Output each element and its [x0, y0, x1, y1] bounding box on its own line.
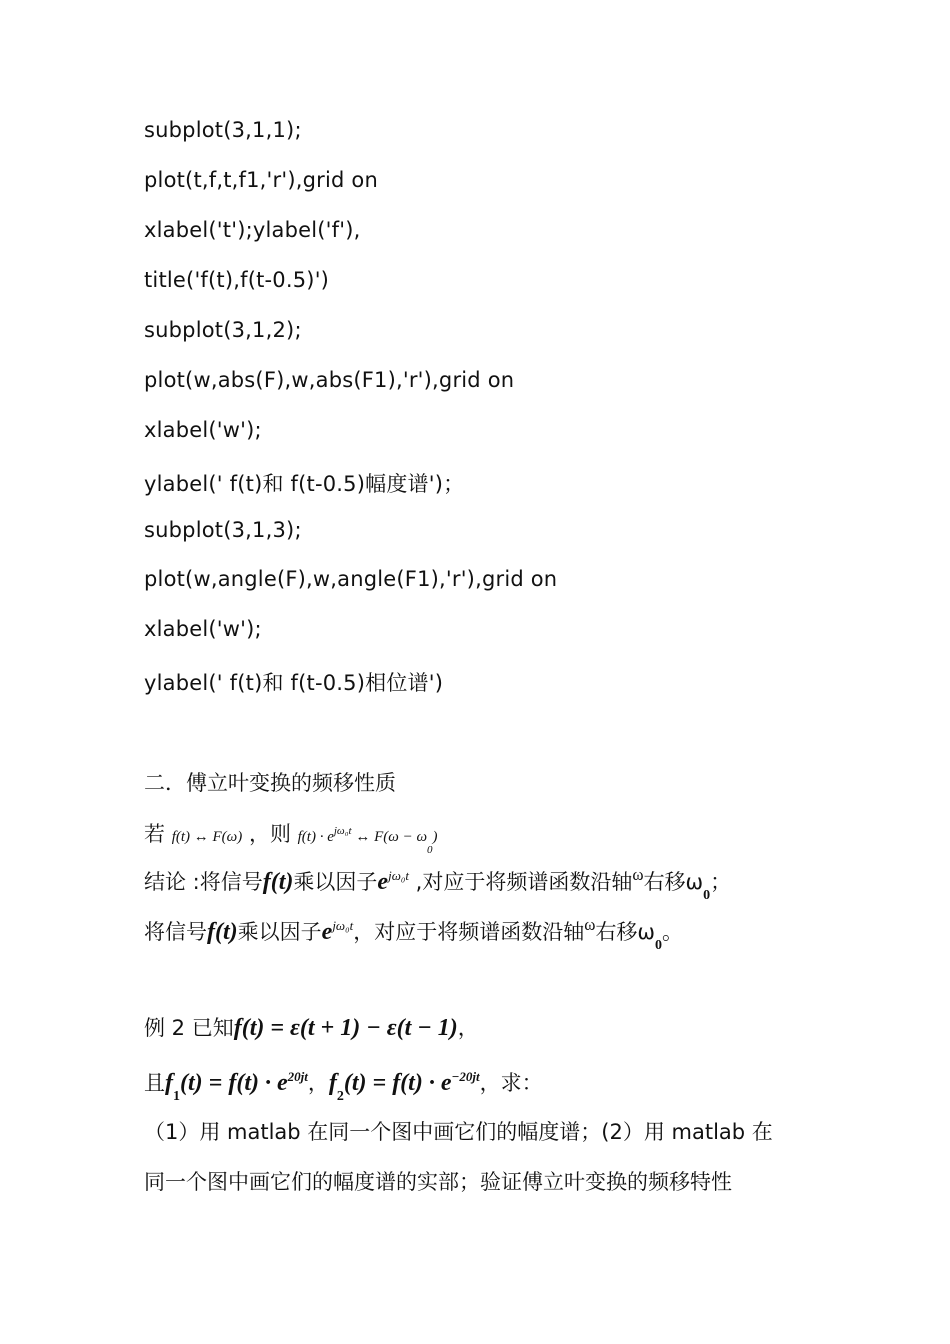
ask-label: ，求：	[479, 1071, 543, 1095]
formula-f2: f	[328, 1070, 337, 1096]
formula-f1-body: (t) = f(t) · e	[180, 1070, 288, 1096]
formula-f-t: f(t)	[262, 869, 294, 895]
task-line-2: 同一个图中画它们的幅度谱的实部；验证傅立叶变换的频移特性	[144, 1170, 732, 1194]
property-statement	[144, 818, 438, 856]
formula-part: )	[432, 829, 438, 845]
text-multiply: 乘以因子	[237, 920, 322, 944]
punctuation: ；	[710, 870, 732, 894]
formula-exponent: jω₀t	[332, 918, 354, 933]
formula-e: e	[377, 869, 389, 895]
conclusion-line-1	[144, 865, 732, 903]
task-line-1: （1）用 matlab 在同一个图中画它们的幅度谱；(2）用 matlab 在	[144, 1120, 773, 1144]
example-label: 例 2 已知	[144, 1016, 234, 1040]
omega-symbol: ω	[632, 865, 644, 884]
then-label: ，则	[248, 822, 291, 846]
code-line: xlabel('w');	[144, 418, 262, 442]
formula-shift-pair	[297, 825, 438, 856]
code-line: plot(t,f,t,f1,'r'),grid on	[144, 168, 378, 192]
formula-f1: f	[165, 1070, 173, 1096]
formula-subscript: 0	[427, 844, 433, 856]
code-line: subplot(3,1,3);	[144, 518, 302, 542]
example-2-definition	[144, 1012, 479, 1042]
text-shift-right: 右移ω	[643, 870, 704, 894]
section-heading: 二．傅立叶变换的频移性质	[144, 771, 396, 795]
formula-exponent: jω₀t	[333, 825, 352, 837]
subscript-one: 1	[173, 1089, 180, 1104]
formula-exponent: −20jt	[451, 1069, 480, 1084]
formula-fourier-pair: f(t) ↔ F(ω)	[171, 829, 243, 845]
code-line: plot(w,abs(F),w,abs(F1),'r'),grid on	[144, 368, 515, 392]
formula-part: ↔ F(ω − ω	[351, 829, 428, 845]
code-line: ylabel(' f(t)和 f(t-0.5)幅度谱')；	[144, 472, 465, 496]
code-line: title('f(t),f(t-0.5)')	[144, 268, 330, 292]
text-lead: 将信号	[144, 920, 207, 944]
omega-symbol: ω	[584, 915, 596, 934]
code-line: subplot(3,1,1);	[144, 118, 302, 142]
subscript-zero: 0	[655, 938, 663, 953]
subscript-zero: 0	[703, 888, 711, 903]
code-line: xlabel('w');	[144, 617, 262, 641]
example-2-functions	[144, 1067, 543, 1104]
formula-f-t: f(t)	[207, 919, 238, 945]
formula-e: e	[321, 919, 333, 945]
text-tail: ，对应于将频谱函数沿轴	[353, 920, 585, 944]
code-line: plot(w,angle(F),w,angle(F1),'r'),grid on	[144, 567, 558, 591]
formula-exponent: 20jt	[287, 1069, 308, 1084]
punctuation: ，	[307, 1071, 329, 1095]
conclusion-line-2	[144, 915, 684, 953]
formula-definition: f(t) = ε(t + 1) − ε(t − 1)	[233, 1015, 458, 1041]
if-label: 若	[144, 822, 165, 846]
formula-exponent: jω₀t	[388, 868, 409, 883]
punctuation: ，	[457, 1016, 479, 1040]
code-line: xlabel('t');ylabel('f'),	[144, 218, 361, 242]
code-line: ylabel(' f(t)和 f(t-0.5)相位谱')	[144, 671, 444, 695]
subscript-two: 2	[336, 1089, 344, 1104]
code-line: subplot(3,1,2);	[144, 318, 302, 342]
text-tail: ,对应于将频谱函数沿轴	[409, 870, 633, 894]
conclusion-label: 结论 :将信号	[144, 870, 263, 894]
formula-part: f(t) · e	[297, 829, 334, 845]
punctuation: 。	[662, 920, 684, 944]
text-shift-right: 右移ω	[595, 920, 656, 944]
formula-f2-body: (t) = f(t) · e	[343, 1070, 452, 1096]
and-label: 且	[144, 1071, 165, 1095]
text-multiply: 乘以因子	[293, 870, 378, 894]
